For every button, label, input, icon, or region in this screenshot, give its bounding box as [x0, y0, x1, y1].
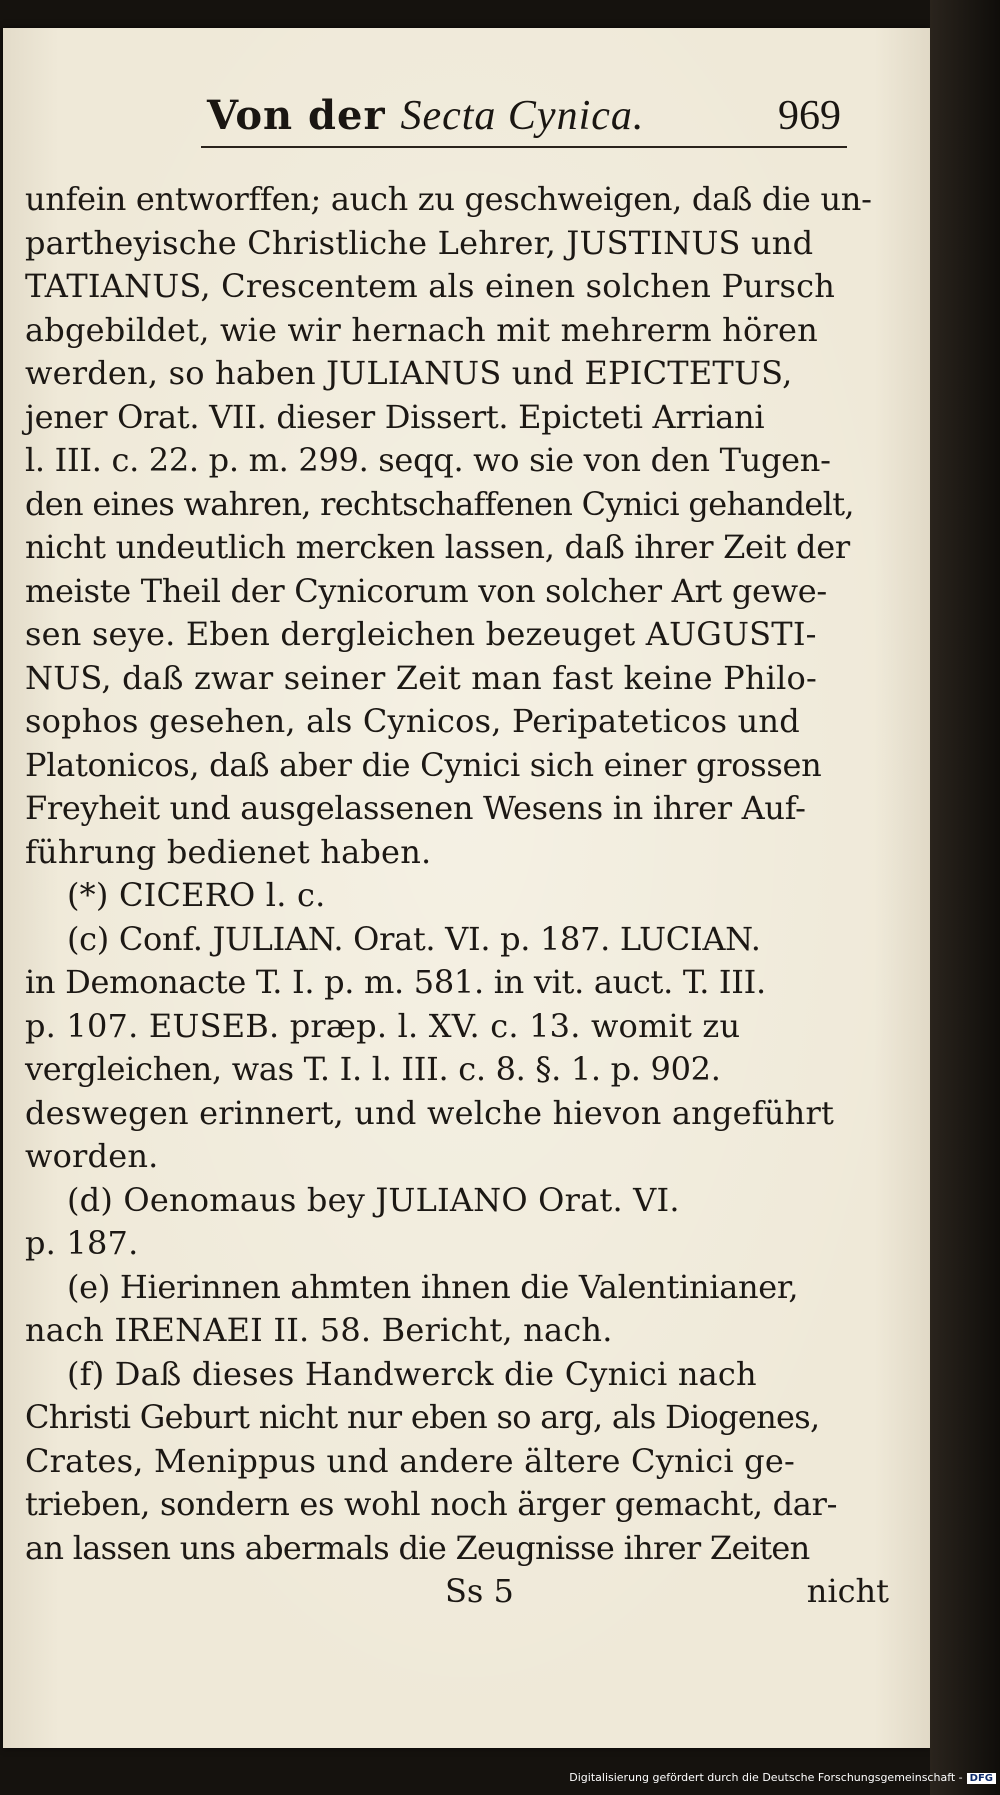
footnote-line: (f) Daß dieses Handwerck die Cynici nach [67, 1354, 757, 1393]
footnote-line: (*) CICERO l. c. [67, 876, 326, 914]
page-number: 969 [778, 93, 841, 139]
running-title-german: Von der [207, 92, 401, 139]
footnote-line: trieben, sondern es wohl noch ärger gemacht, dar- [25, 1485, 838, 1523]
running-title-latin: Secta Cynica. [400, 93, 645, 139]
footnote-line: in Demonacte T. I. p. m. 581. in vit. auct. T. III. [25, 963, 766, 1001]
dfg-logo: DFG [967, 1773, 996, 1784]
header-rule [201, 146, 847, 148]
body-line: abgebildet, wie wir hernach mit mehrerm hören [25, 310, 818, 349]
body-line: NUS, daß zwar seiner Zeit man fast keine Philo- [25, 658, 817, 697]
body-line: sen seye. Eben dergleichen bezeuget AUGUSTI- [25, 615, 817, 653]
footnote-line: vergleichen, was T. I. l. III. c. 8. §. 1. p. 902. [25, 1050, 721, 1088]
signature-mark: Ss 5 [445, 1572, 514, 1610]
body-line: partheyische Christliche Lehrer, JUSTINUS und [25, 223, 814, 262]
page-header [193, 86, 853, 156]
body-line: meiste Theil der Cynicorum von solcher Art gewe- [25, 571, 827, 610]
body-line: nicht undeutlich mercken lassen, daß ihrer Zeit der [25, 528, 850, 566]
body-line: werden, so haben JULIANUS und EPICTETUS, [25, 354, 793, 392]
running-title [207, 92, 644, 140]
footnote-line: Christi Geburt nicht nur eben so arg, als Diogenes, [25, 1398, 820, 1436]
footnote-line: p. 187. [25, 1224, 139, 1262]
footnote-line: worden. [25, 1137, 159, 1175]
page-foot [25, 1570, 895, 1614]
footnote-line: Crates, Menippus und andere ältere Cynici ge- [25, 1441, 796, 1480]
book-page [3, 28, 930, 1748]
footnote-line: nach IRENAEI II. 58. Bericht, nach. [25, 1311, 613, 1349]
footnote-line: an lassen uns abermals die Zeugnisse ihrer Zeiten [25, 1528, 810, 1567]
body-line: führung bedienet haben. [25, 832, 432, 871]
book-spine-shadow [930, 0, 1000, 1795]
main-text [25, 178, 895, 1614]
footnote-line: (d) Oenomaus bey JULIANO Orat. VI. [67, 1180, 680, 1219]
body-line: TATIANUS, Crescentem als einen solchen Pursch [25, 267, 836, 305]
catchword: nicht [806, 1572, 889, 1610]
body-line: Platonicos, daß aber die Cynici sich einer grossen [25, 745, 822, 784]
body-line: sophos gesehen, als Cynicos, Peripateticos und [25, 702, 800, 740]
footnote-line: p. 107. EUSEB. præp. l. XV. c. 13. womit zu [25, 1006, 741, 1045]
footnote-line: (e) Hierinnen ahmten ihnen die Valentinianer, [67, 1267, 799, 1306]
body-line: den eines wahren, rechtschaffenen Cynici gehandelt, [25, 484, 854, 523]
body-line: l. III. c. 22. p. m. 299. seqq. wo sie von den Tugen- [25, 441, 831, 479]
body-line: Freyheit und ausgelassenen Wesens in ihrer Auf- [25, 789, 806, 827]
digitization-credit [569, 1771, 996, 1784]
credit-text: Digitalisierung gefördert durch die Deutsche Forschungsgemeinschaft - [569, 1771, 963, 1784]
footnote-line: (c) Conf. JULIAN. Orat. VI. p. 187. LUCIAN. [67, 919, 761, 958]
body-line: unfein entworffen; auch zu geschweigen, daß die un- [25, 180, 872, 218]
footnote-line: deswegen erinnert, und welche hievon angeführt [25, 1093, 835, 1132]
body-line: jener Orat. VII. dieser Dissert. Epicteti Arriani [25, 397, 765, 436]
